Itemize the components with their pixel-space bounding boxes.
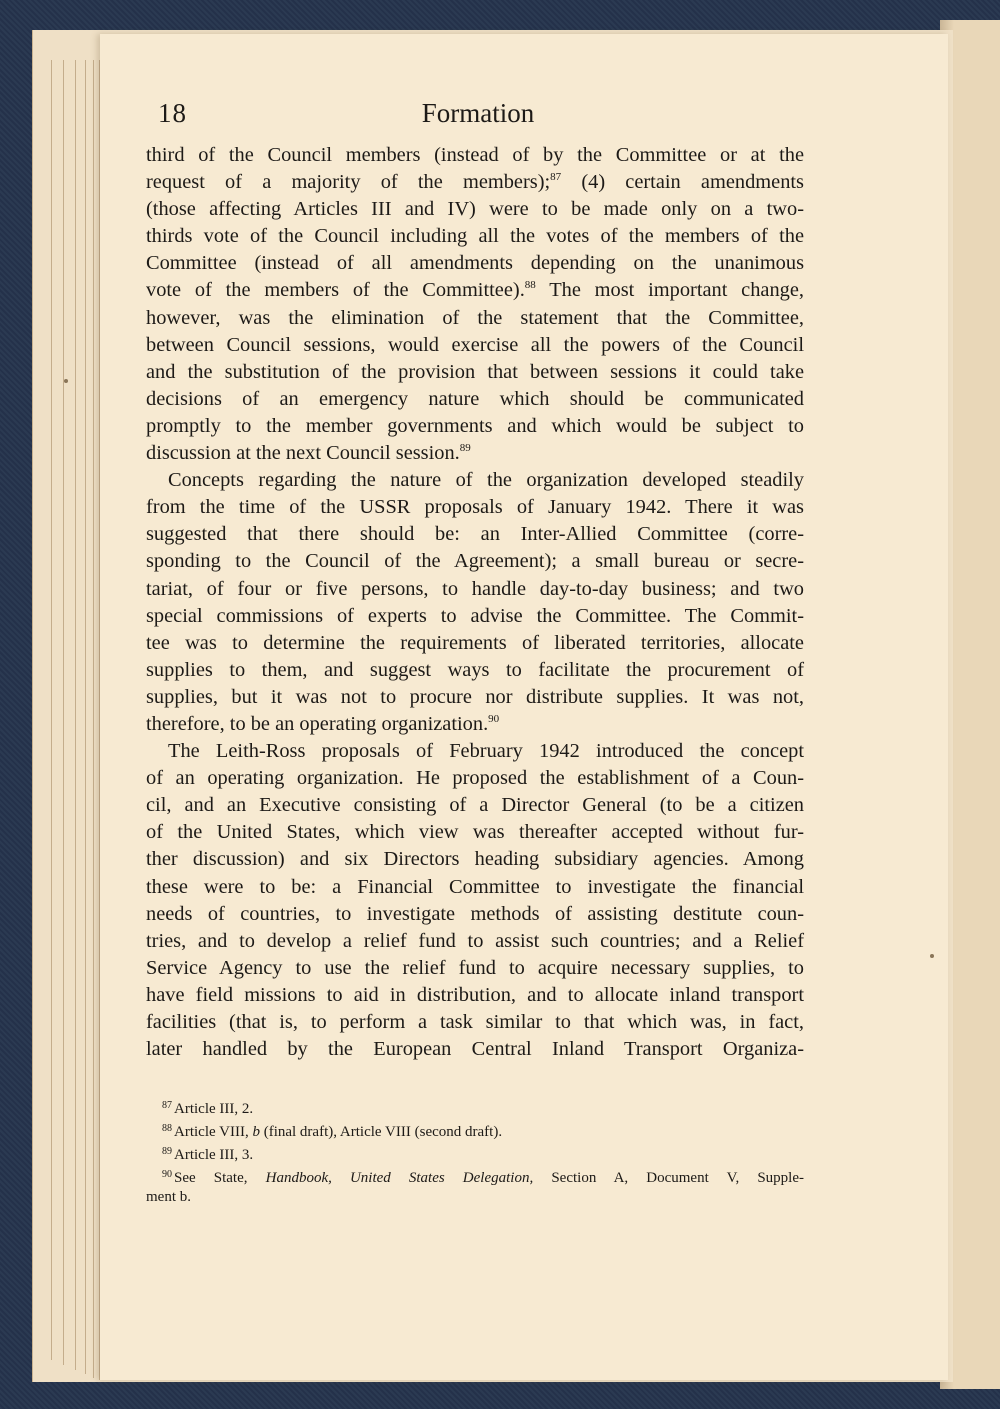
text-line: Concepts regarding the nature of the organization developed steadily [168,469,804,492]
text-line: (those affecting Articles III and IV) were to be made only on a two- [146,198,804,221]
text-line: Service Agency to use the relief fund to acquire necessary supplies, to [146,956,804,979]
footnote-line [162,1096,804,1119]
footnote [146,1096,804,1119]
footnote-text: See State, [174,1170,266,1186]
page-edge-line [85,60,86,1374]
footnote-line: ment b. [146,1189,191,1205]
footnote-ref: 89 [459,442,471,455]
footnote-text: (final draft), Article VIII (second draft). [259,1124,503,1140]
footnote-line [146,1165,804,1188]
running-head: Formation [421,98,535,128]
footnotes [146,1096,804,1207]
text-line: tries, and to develop a relief fund to assist such countries; and a Relief [146,929,804,952]
page-speck [64,379,68,383]
text-line: these were to be: a Financial Committee to investigate the financial [146,875,804,898]
page-number: 18 [158,98,187,128]
text-line: needs of countries, to investigate methods of assisting destitute coun- [146,902,804,925]
footnote-number: 90 [162,1169,172,1180]
text-line: tee was to determine the requirements of liberated territories, allocate [146,631,804,654]
footnote-text: Section A, Document V, Supple- [533,1170,804,1186]
footnote-number: 88 [162,1123,172,1134]
text-line: ther discussion) and six Directors heading subsidiary agencies. Among [146,848,804,871]
text-line: of an operating organization. He proposed the establishment of a Coun- [146,767,804,790]
text-line: tariat, of four or five persons, to handle day-to-day business; and two [146,577,804,600]
text-line: decisions of an emergency nature which should be communicated [146,387,804,410]
footnote-text: Article III, 2. [174,1101,254,1117]
text-line: The Leith-Ross proposals of February 1942 introduced the concept [168,740,804,763]
text-line: facilities (that is, to perform a task similar to that which was, in fact, [146,1011,804,1033]
text-line: suggested that there should be: an Inter-Allied Committee (corre- [146,523,804,546]
text-span: The most important change, [535,279,804,302]
text-span: discussion at the next Council session. [146,442,460,465]
text-span: therefore, to be an operating organization. [146,712,489,735]
text-line: supplies to them, and suggest ways to facilitate the procurement of [146,658,804,681]
page-speck [930,954,934,958]
footnote-text: Article VIII, [174,1124,253,1140]
page-edge-line [63,60,64,1365]
footnote-text: Article III, 3. [174,1147,254,1163]
page-header [158,98,798,138]
paragraph [146,738,804,1063]
text-span: vote of the members of the Committee). [146,279,525,302]
text-line: supplies, but it was not to procure nor distribute supplies. It was not, [146,685,804,708]
text-span: (4) certain amendments [561,171,804,194]
text-line [146,440,804,467]
text-line: third of the Council members (instead of by the Committee or at the [146,144,804,166]
paragraph [146,142,804,467]
footnote-line [162,1142,804,1165]
footnote-line [162,1119,804,1142]
footnote-ref: 90 [488,712,500,725]
text-line [146,277,804,304]
text-line: of the United States, which view was thereafter accepted without fur- [146,821,804,844]
text-line: cil, and an Executive consisting of a Director General (to be a citizen [146,794,804,817]
text-line: from the time of the USSR proposals of January 1942. There it was [146,496,804,519]
body-text [146,142,804,1063]
footnote-ref: 87 [550,171,562,184]
footnote [146,1119,804,1142]
footnote-italic: Handbook, United States Delegation, [265,1170,534,1186]
footnote-number: 87 [162,1100,172,1111]
text-line: however, was the elimination of the statement that the Committee, [146,306,804,329]
text-line: between Council sessions, would exercise all the powers of the Council [146,333,804,356]
text-line: thirds vote of the Council including all the votes of the members of the [146,225,804,248]
footnote-number: 89 [162,1146,172,1157]
text-line [146,169,804,196]
text-line: later handled by the European Central Inland Transport Organiza- [146,1038,804,1061]
text-span: request of a majority of the members); [146,171,551,194]
text-line: sponding to the Council of the Agreement); a small bureau or secre- [146,550,804,573]
text-line: Committee (instead of all amendments depending on the unanimous [146,252,804,275]
text-line: special commissions of experts to advise the Committee. The Commit- [146,604,804,627]
text-line: and the substitution of the provision that between sessions it could take [146,360,804,383]
text-line: have field missions to aid in distribution, and to allocate inland transport [146,983,804,1006]
footnote [146,1165,804,1207]
page-edge-line [75,60,76,1370]
page-edge-line [93,60,94,1378]
text-line: promptly to the member governments and which would be subject to [146,414,804,437]
footnote-ref: 88 [524,279,536,292]
text-line [146,711,804,738]
paragraph [146,467,804,738]
page-edge-line [51,60,52,1360]
footnote-italic: b [252,1124,260,1140]
footnote [146,1142,804,1165]
